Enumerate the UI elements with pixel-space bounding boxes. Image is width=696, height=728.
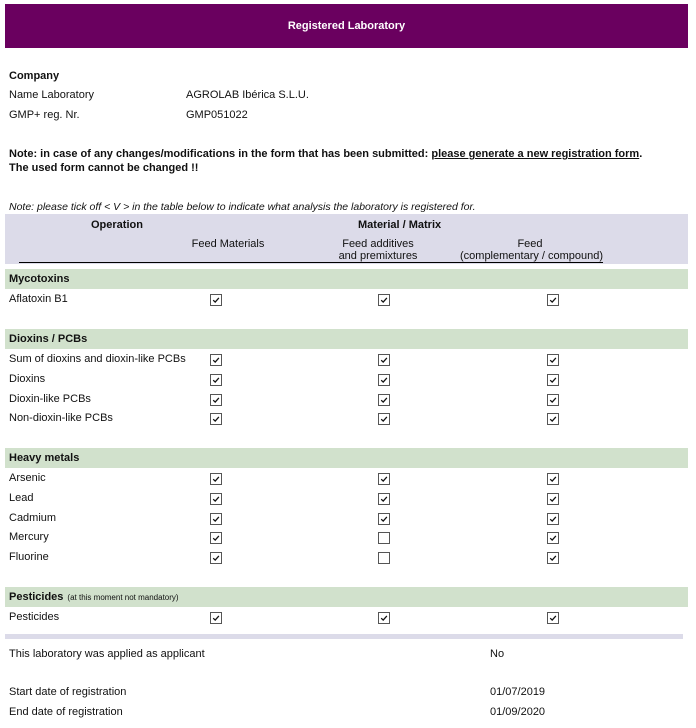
checkbox[interactable] [210, 493, 222, 505]
pesticides-note: (at this moment not mandatory) [67, 592, 179, 602]
checkbox[interactable] [547, 354, 559, 366]
checkbox[interactable] [547, 552, 559, 564]
checkbox[interactable] [378, 413, 390, 425]
checkbox[interactable] [378, 552, 390, 564]
checkbox[interactable] [547, 612, 559, 624]
page-title: Registered Laboratory [287, 20, 406, 32]
checkmark-icon [380, 614, 388, 622]
column-feed-compound: Feed (complementary / compound) [460, 238, 604, 262]
row-label: Non-dioxin-like PCBs [9, 412, 113, 424]
row-label: Fluorine [9, 551, 49, 563]
section-dioxins-pcbs: Dioxins / PCBs [5, 329, 688, 349]
row-label: Dioxins [9, 373, 46, 385]
section-divider [5, 634, 683, 639]
checkbox[interactable] [210, 413, 222, 425]
checkmark-icon [380, 376, 388, 384]
name-laboratory-value: AGROLAB Ibérica S.L.U. [186, 89, 309, 101]
checkmark-icon [380, 475, 388, 483]
gmp-reg-value: GMP051022 [186, 109, 248, 121]
checkbox[interactable] [547, 493, 559, 505]
checkmark-icon [549, 614, 557, 622]
checkbox[interactable] [378, 612, 390, 624]
name-laboratory-label: Name Laboratory [9, 89, 94, 101]
checkmark-icon [212, 296, 220, 304]
checkmark-icon [212, 614, 220, 622]
checkbox[interactable] [547, 394, 559, 406]
checkbox[interactable] [378, 473, 390, 485]
checkmark-icon [212, 515, 220, 523]
end-date-label: End date of registration [9, 706, 123, 718]
checkmark-icon [549, 554, 557, 562]
checkbox[interactable] [210, 532, 222, 544]
checkbox[interactable] [378, 532, 390, 544]
applicant-label: This laboratory was applied as applicant [9, 648, 205, 660]
checkbox[interactable] [210, 473, 222, 485]
checkbox[interactable] [378, 374, 390, 386]
applicant-value: No [490, 648, 505, 660]
row-label: Aflatoxin B1 [9, 293, 68, 305]
checkmark-icon [549, 296, 557, 304]
checkbox[interactable] [378, 354, 390, 366]
checkmark-icon [549, 475, 557, 483]
checkmark-icon [212, 554, 220, 562]
checkbox[interactable] [378, 394, 390, 406]
checkmark-icon [549, 534, 557, 542]
checkbox[interactable] [378, 294, 390, 306]
notice-suffix: . [639, 148, 643, 160]
row-label: Cadmium [9, 512, 57, 524]
checkbox[interactable] [547, 374, 559, 386]
checkmark-icon [549, 495, 557, 503]
section-pesticides: Pesticides (at this moment not mandatory) [5, 587, 688, 607]
end-date-value: 01/09/2020 [490, 706, 546, 718]
checkbox[interactable] [378, 493, 390, 505]
row-label: Lead [9, 492, 34, 504]
checkbox[interactable] [210, 612, 222, 624]
checkbox[interactable] [210, 552, 222, 564]
checkmark-icon [380, 415, 388, 423]
checkmark-icon [549, 415, 557, 423]
checkmark-icon [212, 415, 220, 423]
checkbox[interactable] [210, 354, 222, 366]
checkbox[interactable] [547, 473, 559, 485]
checkmark-icon [212, 495, 220, 503]
checkmark-icon [212, 376, 220, 384]
checkmark-icon [380, 515, 388, 523]
checkmark-icon [212, 396, 220, 404]
column-feed-materials: Feed Materials [191, 238, 265, 250]
start-date-label: Start date of registration [9, 686, 127, 698]
checkmark-icon [380, 396, 388, 404]
checkbox[interactable] [547, 413, 559, 425]
checkbox[interactable] [547, 294, 559, 306]
checkbox[interactable] [378, 513, 390, 525]
checkmark-icon [549, 515, 557, 523]
checkbox[interactable] [210, 374, 222, 386]
checkbox[interactable] [210, 294, 222, 306]
row-label: Pesticides [9, 611, 60, 623]
operation-header: Operation [91, 219, 143, 231]
checkbox[interactable] [547, 532, 559, 544]
checkmark-icon [549, 376, 557, 384]
start-date-value: 01/07/2019 [490, 686, 546, 698]
company-heading: Company [9, 70, 60, 82]
row-label: Arsenic [9, 472, 46, 484]
change-notice [9, 148, 642, 160]
section-mycotoxins: Mycotoxins [5, 269, 688, 289]
row-label: Dioxin-like PCBs [9, 393, 91, 405]
table-header [5, 214, 688, 264]
header-underline [19, 262, 603, 263]
checkmark-icon [549, 396, 557, 404]
form-locked-notice: The used form cannot be changed !! [9, 162, 199, 174]
section-heavy-metals: Heavy metals [5, 448, 688, 468]
notice-prefix: Note: in case of any changes/modifications in the form that has been submitted: [9, 148, 432, 160]
checkmark-icon [212, 356, 220, 364]
checkmark-icon [549, 356, 557, 364]
checkmark-icon [212, 475, 220, 483]
matrix-header: Material / Matrix [358, 219, 442, 231]
row-label: Mercury [9, 531, 49, 543]
checkmark-icon [380, 495, 388, 503]
tick-instruction: Note: please tick off < V > in the table below to indicate what analysis the laboratory is registered for. [9, 201, 476, 213]
checkbox[interactable] [547, 513, 559, 525]
new-registration-form-link[interactable]: please generate a new registration form [431, 148, 640, 160]
row-label: Sum of dioxins and dioxin-like PCBs [9, 353, 186, 365]
checkbox[interactable] [210, 394, 222, 406]
gmp-reg-label: GMP+ reg. Nr. [9, 109, 80, 121]
checkmark-icon [212, 534, 220, 542]
page-title-banner [5, 4, 688, 48]
checkmark-icon [380, 356, 388, 364]
checkbox[interactable] [210, 513, 222, 525]
checkmark-icon [380, 296, 388, 304]
column-feed-additives: Feed additives and premixtures [338, 238, 418, 262]
